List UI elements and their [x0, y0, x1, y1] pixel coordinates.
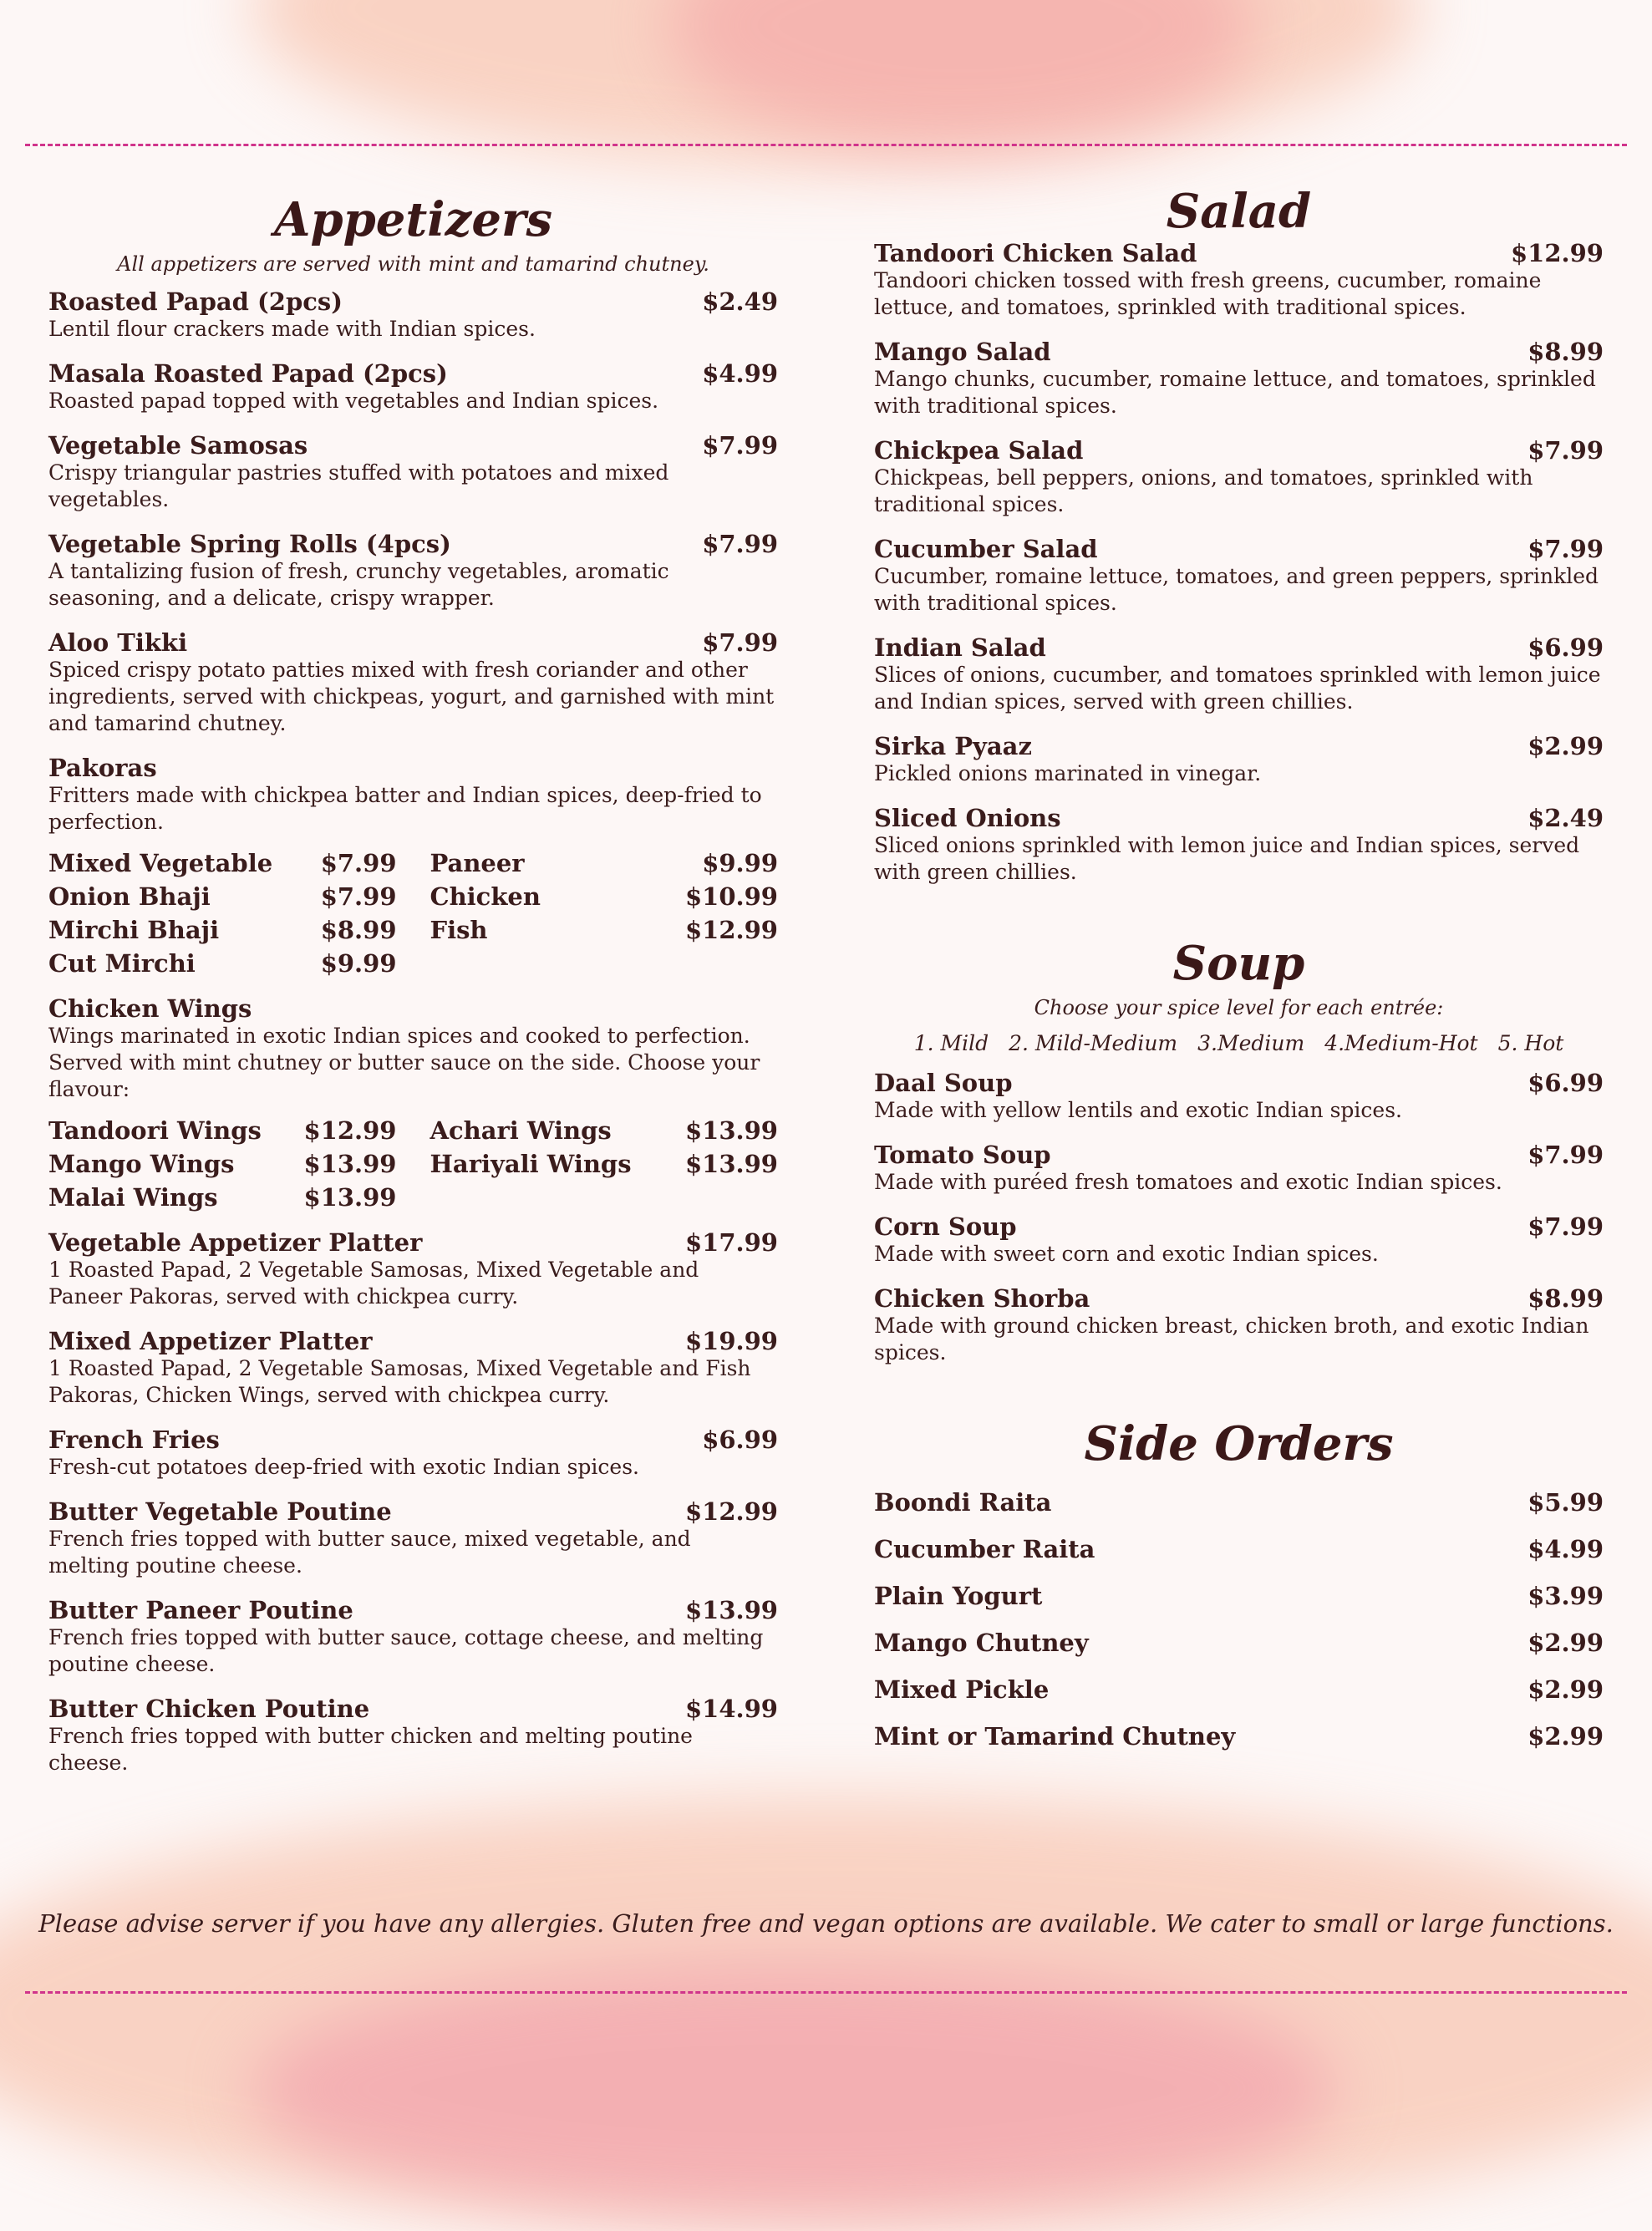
pakoras-item [48, 754, 778, 978]
item-desc: Slices of onions, cucumber, and tomatoes sprinkled with lemon juice and Indian spices, served with green chillies. [874, 663, 1601, 714]
item-name: Mango Chutney [874, 1629, 1089, 1657]
wing-options [48, 1116, 778, 1212]
menu-item [874, 804, 1604, 886]
option-name: Paneer [430, 849, 525, 877]
menu-item [874, 1284, 1604, 1366]
item-desc: Sliced onions sprinkled with lemon juice and Indian spices, served with green chillies. [874, 833, 1580, 884]
item-price: $7.99 [1527, 535, 1604, 563]
option-name: Mango Wings [48, 1150, 235, 1178]
item-desc: Made with sweet corn and exotic Indian spices. [874, 1242, 1379, 1266]
menu-item [874, 1675, 1604, 1704]
item-name: Roasted Papad (2pcs) [48, 287, 343, 316]
item-desc: Tandoori chicken tossed with fresh greens, cucumber, romaine lettuce, and tomatoes, sprinkled with traditional spices. [874, 268, 1542, 319]
salad-title: Salad [1166, 184, 1312, 239]
menu-item [48, 287, 778, 343]
option-price: $9.99 [320, 949, 397, 978]
item-price: $2.49 [702, 287, 778, 316]
item-price: $3.99 [1527, 1582, 1604, 1610]
item-price: $2.99 [1527, 1629, 1604, 1657]
item-price: $12.99 [1511, 239, 1604, 267]
option-item [48, 1150, 397, 1178]
item-desc: Spiced crispy potato patties mixed with fresh coriander and other ingredients, served with chickpeas, yogurt, and garnished with mint and tamarind chutney. [48, 658, 775, 735]
option-price: $12.99 [685, 916, 778, 944]
item-price: $8.99 [1527, 338, 1604, 366]
spice-level: 3.Medium [1197, 1031, 1305, 1055]
item-name: Aloo Tikki [48, 628, 188, 657]
menu-item [48, 1327, 778, 1409]
item-name: Mango Salad [874, 338, 1051, 366]
item-price: $2.99 [1527, 1722, 1604, 1751]
appetizers-title: Appetizers [274, 192, 552, 247]
side-orders-title: Side Orders [1084, 1416, 1394, 1471]
option-price: $7.99 [320, 882, 397, 911]
item-name: Boondi Raita [874, 1488, 1052, 1517]
appetizers-note: All appetizers are served with mint and tamarind chutney. [117, 252, 709, 276]
item-desc: Made with ground chicken breast, chicken broth, and exotic Indian spices. [874, 1314, 1589, 1365]
item-name: Masala Roasted Papad (2pcs) [48, 359, 448, 388]
item-desc: French fries topped with butter sauce, cottage cheese, and melting poutine cheese. [48, 1625, 764, 1676]
option-name: Hariyali Wings [430, 1150, 632, 1178]
item-name: Sirka Pyaaz [874, 732, 1032, 760]
option-item [430, 1116, 779, 1145]
option-price: $10.99 [685, 882, 778, 911]
bottom-dashed-divider [25, 1991, 1627, 1994]
item-name: Cucumber Raita [874, 1535, 1095, 1563]
item-price: $6.99 [1527, 1069, 1604, 1097]
top-dashed-divider [25, 144, 1627, 146]
item-desc: Cucumber, romaine lettuce, tomatoes, and green peppers, sprinkled with traditional spices. [874, 564, 1599, 615]
item-price: $6.99 [1527, 633, 1604, 662]
item-price: $12.99 [685, 1497, 778, 1526]
soup-section [874, 936, 1604, 1366]
menu-item [48, 530, 778, 612]
item-price: $2.99 [1527, 732, 1604, 760]
menu-item [874, 535, 1604, 617]
option-price: $9.99 [702, 849, 778, 877]
item-price: $4.99 [1527, 1535, 1604, 1563]
item-price: $8.99 [1527, 1284, 1604, 1313]
item-desc: Wings marinated in exotic Indian spices and cooked to perfection. Served with mint chutney or butter sauce on the side. Choose your flavour: [48, 1024, 760, 1101]
item-desc: A tantalizing fusion of fresh, crunchy vegetables, aromatic seasoning, and a delicate, crispy wrapper. [48, 559, 669, 610]
option-item [48, 849, 397, 877]
option-name: Tandoori Wings [48, 1116, 262, 1145]
item-name: Chicken Shorba [874, 1284, 1090, 1313]
menu-item [874, 436, 1604, 518]
item-desc: 1 Roasted Papad, 2 Vegetable Samosas, Mixed Vegetable and Fish Pakoras, Chicken Wings, served with chickpea curry. [48, 1356, 751, 1407]
menu-item [48, 1695, 778, 1776]
menu-item [874, 1535, 1604, 1563]
item-name: Chicken Wings [48, 994, 252, 1023]
chicken-wings-item [48, 994, 778, 1212]
option-price: $8.99 [320, 916, 397, 944]
item-price: $13.99 [685, 1596, 778, 1624]
item-desc: French fries topped with butter chicken and melting poutine cheese. [48, 1724, 693, 1775]
option-name: Malai Wings [48, 1183, 218, 1212]
soup-note: Choose your spice level for each entrée: [1034, 996, 1444, 1019]
item-name: Mixed Appetizer Platter [48, 1327, 373, 1355]
item-price: $14.99 [685, 1695, 778, 1723]
pakora-options [48, 849, 778, 978]
item-price: $7.99 [1527, 436, 1604, 465]
item-desc: Pickled onions marinated in vinegar. [874, 761, 1262, 785]
menu-item [48, 1596, 778, 1678]
item-name: French Fries [48, 1426, 220, 1454]
item-name: Indian Salad [874, 633, 1046, 662]
spice-levels [874, 1031, 1604, 1055]
menu-item [874, 1141, 1604, 1196]
item-desc: Made with puréed fresh tomatoes and exotic Indian spices. [874, 1170, 1502, 1194]
option-item [48, 882, 397, 911]
menu-item [874, 633, 1604, 715]
item-price: $7.99 [702, 431, 778, 460]
item-name: Butter Chicken Poutine [48, 1695, 370, 1723]
option-price: $7.99 [320, 849, 397, 877]
option-item [430, 882, 779, 911]
option-price: $13.99 [303, 1150, 397, 1178]
item-name: Vegetable Spring Rolls (4pcs) [48, 530, 451, 558]
item-price: $17.99 [685, 1228, 778, 1257]
item-name: Butter Vegetable Poutine [48, 1497, 392, 1526]
option-item [48, 1116, 397, 1145]
item-name: Mint or Tamarind Chutney [874, 1722, 1236, 1751]
item-price: $7.99 [1527, 1141, 1604, 1169]
item-name: Sliced Onions [874, 804, 1061, 832]
option-name: Mixed Vegetable [48, 849, 273, 877]
spice-level: 5. Hot [1497, 1031, 1564, 1055]
item-desc: Mango chunks, cucumber, romaine lettuce, and tomatoes, sprinkled with traditional spices. [874, 367, 1596, 418]
option-item [48, 1183, 397, 1212]
option-name: Chicken [430, 882, 541, 911]
item-desc: 1 Roasted Papad, 2 Vegetable Samosas, Mixed Vegetable and Paneer Pakoras, served with chickpea curry. [48, 1258, 699, 1309]
option-name: Onion Bhaji [48, 882, 211, 911]
item-price: $19.99 [685, 1327, 778, 1355]
option-price: $12.99 [303, 1116, 397, 1145]
menu-item [874, 1722, 1604, 1751]
menu-item [874, 338, 1604, 419]
item-name: Vegetable Appetizer Platter [48, 1228, 423, 1257]
option-price: $13.99 [685, 1150, 778, 1178]
item-price: $2.49 [1527, 804, 1604, 832]
item-price: $4.99 [702, 359, 778, 388]
menu-item [874, 1069, 1604, 1124]
menu-item [874, 1488, 1604, 1517]
spice-level: 1. Mild [913, 1031, 989, 1055]
soup-title: Soup [1172, 936, 1305, 991]
item-price: $6.99 [702, 1426, 778, 1454]
appetizers-section [48, 192, 778, 1793]
item-name: Tandoori Chicken Salad [874, 239, 1197, 267]
item-desc: French fries topped with butter sauce, mixed vegetable, and melting poutine cheese. [48, 1527, 691, 1578]
menu-item [874, 732, 1604, 787]
menu-item [874, 239, 1604, 321]
item-desc: Fresh-cut potatoes deep-fried with exotic Indian spices. [48, 1455, 639, 1479]
item-price: $7.99 [1527, 1212, 1604, 1241]
option-name: Achari Wings [430, 1116, 612, 1145]
item-name: Cucumber Salad [874, 535, 1098, 563]
menu-item [48, 628, 778, 737]
item-price: $2.99 [1527, 1675, 1604, 1704]
side-orders-section [874, 1416, 1604, 1751]
menu-item [48, 1228, 778, 1310]
option-name: Mirchi Bhaji [48, 916, 220, 944]
spice-level: 2. Mild-Medium [1009, 1031, 1178, 1055]
item-desc: Crispy triangular pastries stuffed with potatoes and mixed vegetables. [48, 460, 669, 511]
item-name: Tomato Soup [874, 1141, 1051, 1169]
option-name: Cut Mirchi [48, 949, 196, 978]
item-price: $7.99 [702, 530, 778, 558]
option-item [430, 1150, 779, 1178]
menu-item [874, 1212, 1604, 1268]
menu-item [48, 1497, 778, 1579]
item-name: Mixed Pickle [874, 1675, 1050, 1704]
item-desc: Made with yellow lentils and exotic Indian spices. [874, 1098, 1402, 1122]
item-desc: Roasted papad topped with vegetables and Indian spices. [48, 389, 659, 413]
menu-item [48, 431, 778, 513]
item-desc: Lentil flour crackers made with Indian spices. [48, 317, 536, 341]
spice-level: 4.Medium-Hot [1324, 1031, 1478, 1055]
item-price: $5.99 [1527, 1488, 1604, 1517]
salad-section [874, 184, 1604, 886]
item-name: Daal Soup [874, 1069, 1013, 1097]
watercolor-bottom-pink [251, 1964, 1337, 2214]
menu-item [48, 359, 778, 414]
option-item [48, 916, 397, 944]
item-name: Vegetable Samosas [48, 431, 308, 460]
item-name: Plain Yogurt [874, 1582, 1043, 1610]
menu-item [48, 1426, 778, 1481]
option-item [48, 949, 397, 978]
option-price: $13.99 [685, 1116, 778, 1145]
menu-item [874, 1629, 1604, 1657]
item-desc: Chickpeas, bell peppers, onions, and tomatoes, sprinkled with traditional spices. [874, 465, 1533, 516]
item-price: $7.99 [702, 628, 778, 657]
item-desc: Fritters made with chickpea batter and Indian spices, deep-fried to perfection. [48, 783, 762, 834]
option-item [430, 916, 779, 944]
item-name: Pakoras [48, 754, 157, 782]
option-price: $13.99 [303, 1183, 397, 1212]
option-item [430, 849, 779, 877]
option-name: Fish [430, 916, 488, 944]
right-column [874, 184, 1604, 1769]
item-name: Corn Soup [874, 1212, 1017, 1241]
item-name: Chickpea Salad [874, 436, 1084, 465]
footer-note: Please advise server if you have any allergies. Gluten free and vegan options are available. We cater to small or large functions. [38, 1909, 1614, 1938]
item-name: Butter Paneer Poutine [48, 1596, 353, 1624]
menu-item [874, 1582, 1604, 1610]
